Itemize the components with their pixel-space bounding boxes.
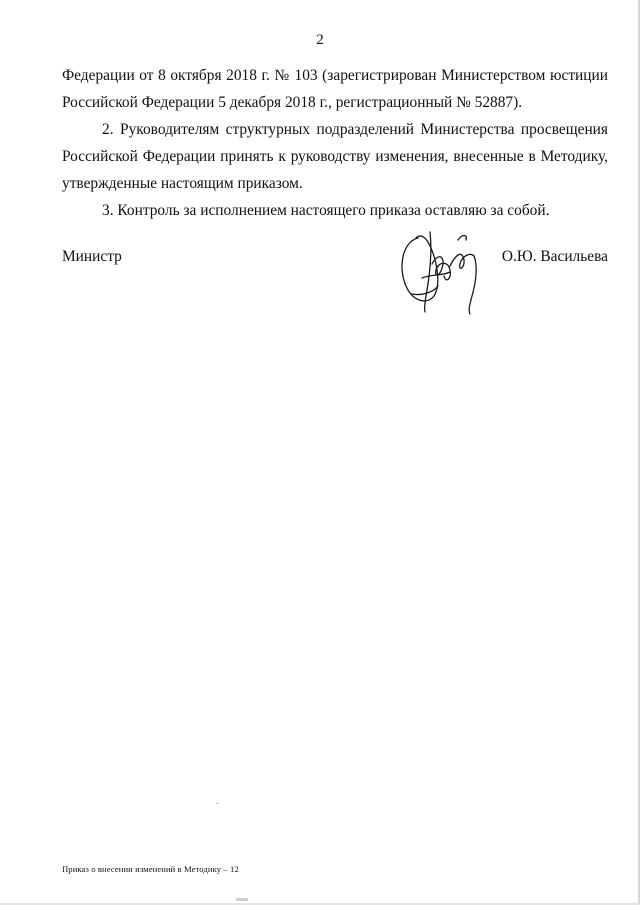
page-number: 2 [316, 32, 324, 48]
paragraph-item-2: 2. Руководителям структурных подразделений Министерства просвещения Российской Федерации принять к руководству изменения, внесенные в Методику, утвержденные настоящим приказом. [62, 121, 608, 192]
scan-speck [216, 803, 218, 804]
scan-edge-mark [236, 898, 248, 901]
document-body [62, 62, 608, 224]
paragraph-item-3: 3. Контроль за исполнением настоящего приказа оставляю за собой. [102, 202, 550, 219]
signatory-name: О.Ю. Васильева [501, 248, 608, 265]
footer-document-reference: Приказ о внесении изменений в Методику – 12 [62, 864, 239, 874]
paragraph-continuation: Федерации от 8 октября 2018 г. № 103 (зарегистрирован Министерством юстиции Российской Федерации 5 декабря 2018 г., регистрационный № 52887). [62, 67, 608, 111]
signatory-title: Министр [62, 248, 122, 265]
handwritten-signature [392, 226, 502, 316]
